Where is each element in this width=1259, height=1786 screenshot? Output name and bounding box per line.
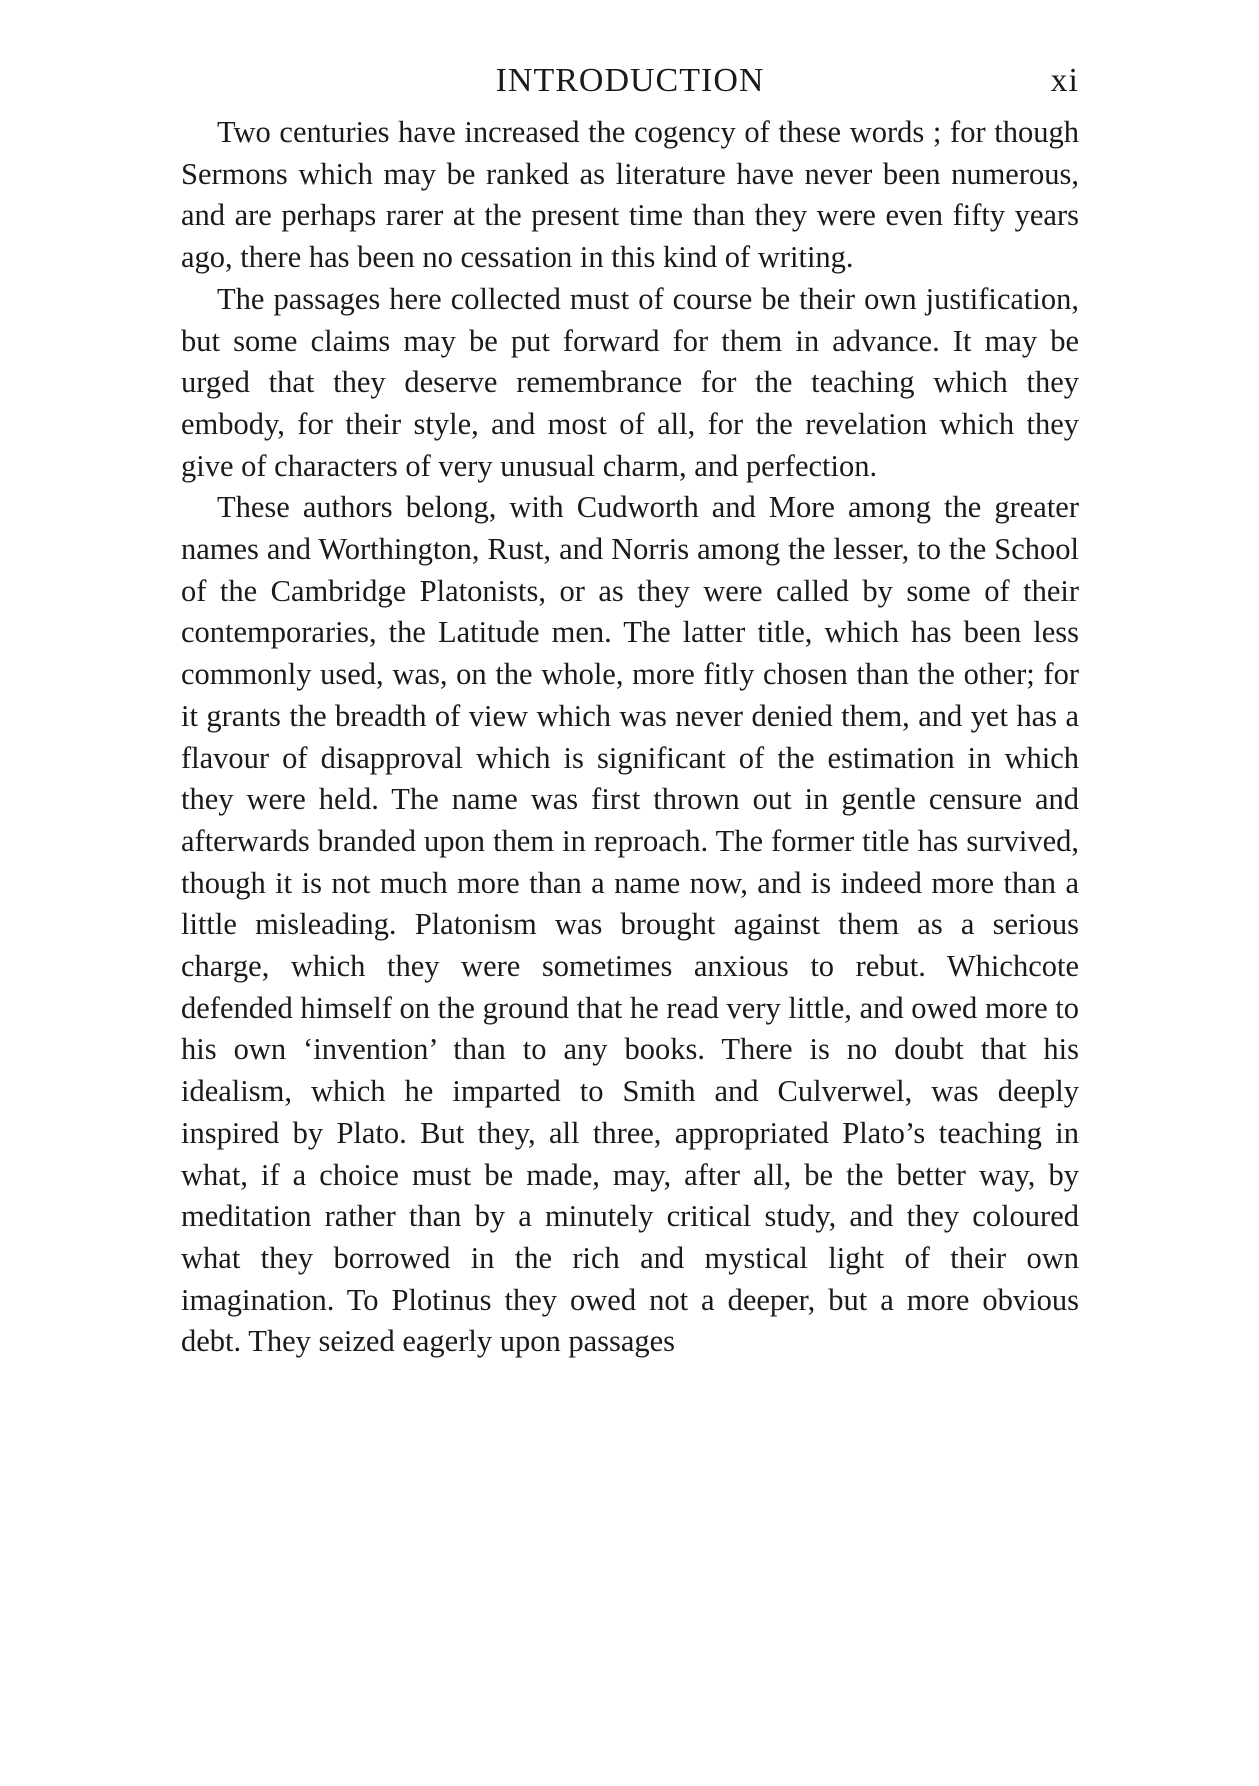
paragraph: These authors belong, with Cudworth and More among the greater names and Worthington, Rust, and Norris among the lesser, to the School of the Cambridge Platonists, or as they were called by some of their contemporaries, the Latitude men. The latter title, which has been less commonly used, was, on the whole, more fitly chosen than the other; for it grants the breadth of view which was never denied them, and yet has a flavour of disapproval which is significant of the estimation in which they were held. The name was first thrown out in gentle censure and afterwards branded upon them in reproach. The former title has survived, though it is not much more than a name now, and is indeed more than a little misleading. Platonism was brought against them as a serious charge, which they were sometimes anxious to rebut. Whichcote defended himself on the ground that he read very little, and owed more to his own ‘invention’ than to any books. There is no doubt that his idealism, which he imparted to Smith and Culverwel, was deeply inspired by Plato. But they, all three, appropriated Plato’s teaching in what, if a choice must be made, may, after all, be the better way, by meditation rather than by a minutely critical study, and they coloured what they borrowed in the rich and mystical light of their own imagination. To Plotinus they owed not a deeper, but a more obvious debt. They seized eagerly upon passages bbox=[181, 490, 1079, 1359]
page-title: INTRODUCTION bbox=[495, 62, 765, 99]
page-number: xi bbox=[1050, 62, 1079, 99]
running-header bbox=[181, 62, 1079, 112]
paragraph: Two centuries have increased the cogency of these words ; for though Sermons which may be ranked as literature have never been numerous, and are perhaps rarer at the present time than they were even fifty years ago, there has been no cessation in this kind of writing. bbox=[181, 115, 1079, 275]
paragraph: The passages here collected must of course be their own justification, but some claims may be put forward for them in advance. It may be urged that they deserve remembrance for the teaching which they embody, for their style, and most of all, for the revelation which they give of characters of very unusual charm, and perfection. bbox=[181, 281, 1079, 483]
book-page bbox=[181, 62, 1079, 1363]
